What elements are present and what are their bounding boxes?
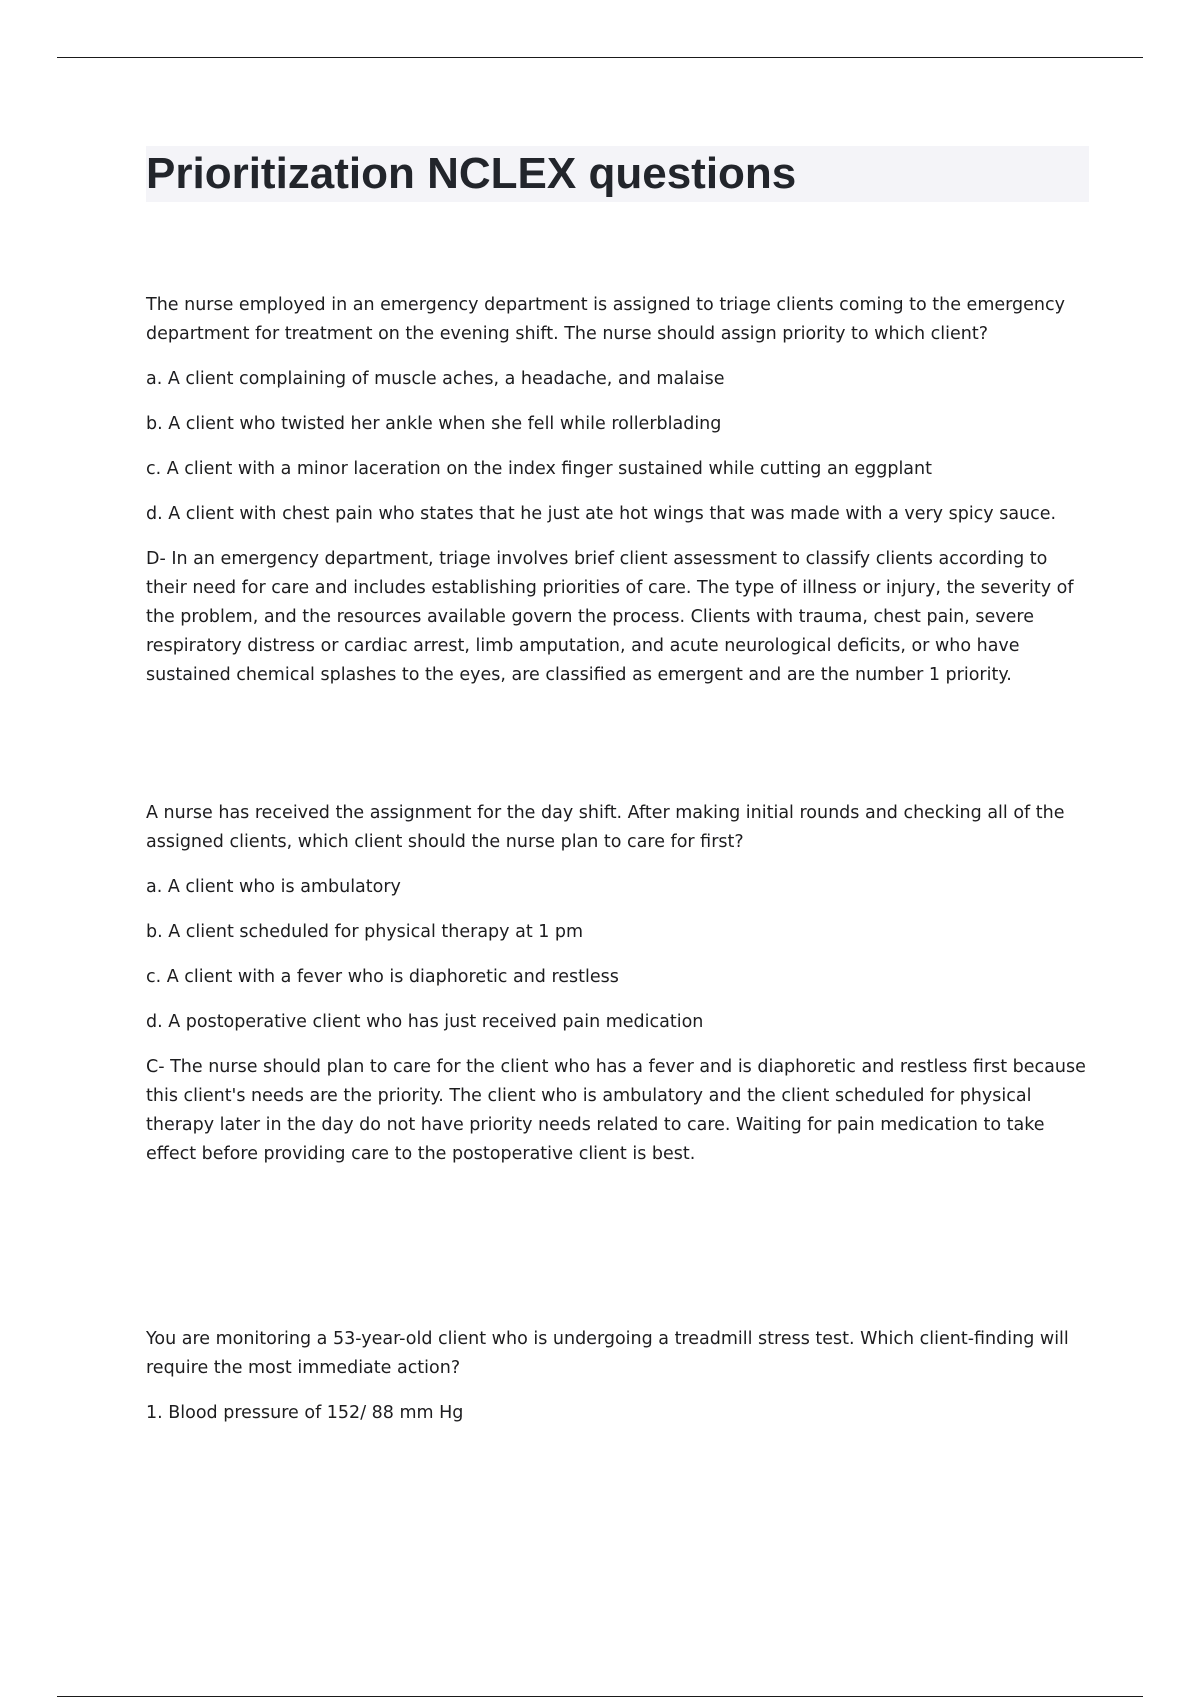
question-block bbox=[146, 1325, 1091, 1444]
answer-option: b. A client scheduled for physical therapy at 1 pm bbox=[146, 922, 584, 942]
question-block bbox=[146, 291, 1091, 690]
answer-option: c. A client with a minor laceration on the index finger sustained while cutting an eggplant bbox=[146, 459, 932, 479]
answer-rationale: C- The nurse should plan to care for the client who has a fever and is diaphoretic and restless first because this client's needs are the priority. The client who is ambulatory and the client scheduled for physical therapy later in the day do not have priority needs related to care. Waiting for pain medication to take effect before providing care to the postoperative client is best. bbox=[146, 1057, 1086, 1164]
answer-option: d. A postoperative client who has just received pain medication bbox=[146, 1012, 704, 1032]
answer-option: c. A client with a fever who is diaphoretic and restless bbox=[146, 967, 619, 987]
question-text: The nurse employed in an emergency department is assigned to triage clients coming to the emergency department for treatment on the evening shift. The nurse should assign priority to which client? bbox=[146, 295, 1065, 344]
question-text: A nurse has received the assignment for the day shift. After making initial rounds and checking all of the assigned clients, which client should the nurse plan to care for first? bbox=[146, 803, 1065, 852]
answer-option: 1. Blood pressure of 152/ 88 mm Hg bbox=[146, 1403, 464, 1423]
answer-option: a. A client complaining of muscle aches, a headache, and malaise bbox=[146, 369, 725, 389]
bottom-rule bbox=[57, 1696, 1143, 1697]
answer-option: d. A client with chest pain who states that he just ate hot wings that was made with a very spicy sauce. bbox=[146, 504, 1057, 524]
answer-option: a. A client who is ambulatory bbox=[146, 877, 401, 897]
question-text: You are monitoring a 53-year-old client who is undergoing a treadmill stress test. Which client-finding will require the most immediate action? bbox=[146, 1329, 1069, 1378]
answer-option: b. A client who twisted her ankle when she fell while rollerblading bbox=[146, 414, 722, 434]
answer-rationale: D- In an emergency department, triage involves brief client assessment to classify clients according to their need for care and includes establishing priorities of care. The type of illness or injury, the severity of the problem, and the resources available govern the process. Clients with trauma, chest pain, severe respiratory distress or cardiac arrest, limb amputation, and acute neurological deficits, or who have sustained chemical splashes to the eyes, are classified as emergent and are the number 1 priority. bbox=[146, 549, 1074, 685]
page-title: Prioritization NCLEX questions bbox=[146, 149, 797, 198]
top-rule bbox=[57, 57, 1143, 58]
question-block bbox=[146, 799, 1091, 1169]
